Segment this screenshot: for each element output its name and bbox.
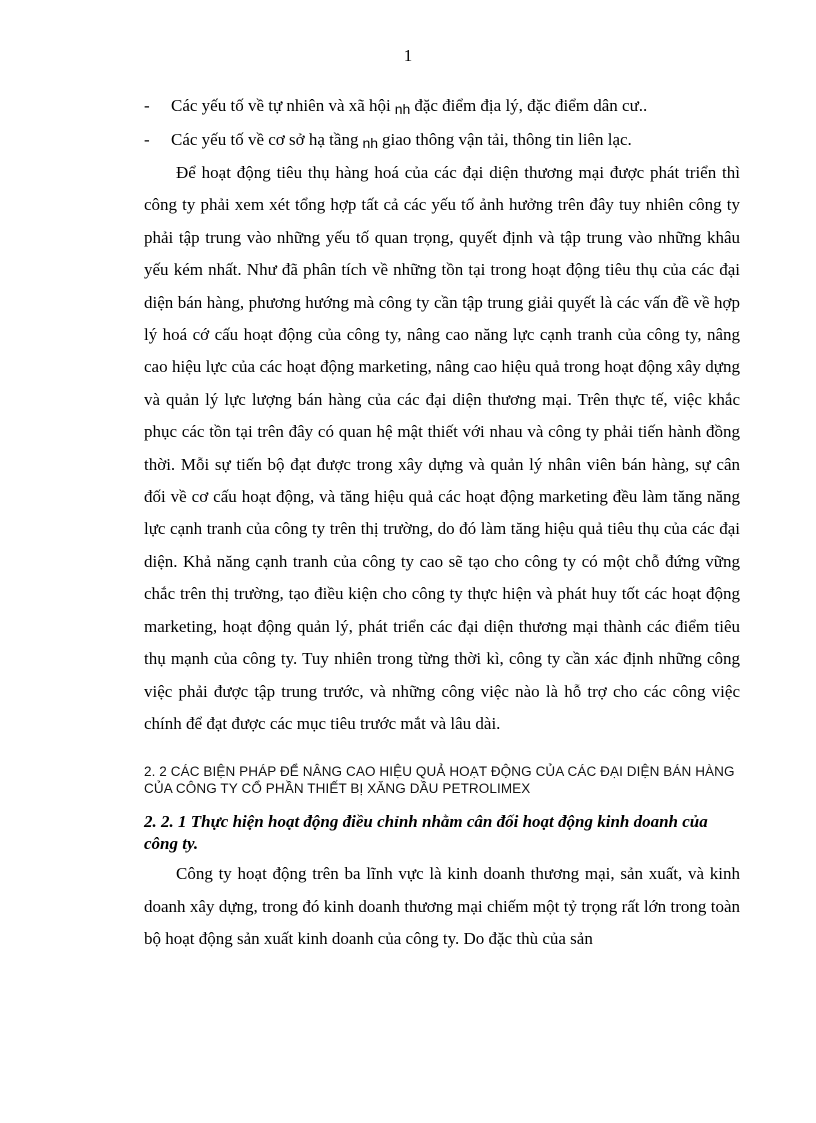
section-heading: 2. 2 CÁC BIỆN PHÁP ĐỂ NÂNG CAO HIỆU QUẢ HOẠT ĐỘNG CỦA CÁC ĐẠI DIỆN BÁN HÀNG CỦA CÔNG TY CỔ PHẦN THIẾT BỊ XĂNG DẦU PETROLIMEX bbox=[144, 764, 735, 797]
page-number: 1 bbox=[403, 46, 413, 65]
bullet-small-abbrev: nh bbox=[394, 101, 411, 117]
bullet-dash: - bbox=[144, 130, 150, 149]
bullet-dash: - bbox=[144, 96, 150, 115]
bullet-item-natural-social bbox=[144, 89, 740, 123]
page-content bbox=[144, 89, 740, 956]
bullet-text-after: giao thông vận tải, thông tin liên lạc. bbox=[382, 130, 632, 149]
bullet-text-before: Các yếu tố về cơ sở hạ tầng bbox=[171, 130, 359, 149]
sub-heading: 2. 2. 1 Thực hiện hoạt động điều chỉnh nhằm cân đối hoạt động kinh doanh của công ty. bbox=[144, 812, 708, 854]
bullet-text-before: Các yếu tố về tự nhiên và xã hội bbox=[171, 96, 391, 115]
bullet-item-infrastructure bbox=[144, 123, 740, 157]
body-paragraph-1: Để hoạt động tiêu thụ hàng hoá của các đại diện thương mại được phát triển thì công ty phải xem xét tổng hợp tất cả các yếu tố ảnh hưởng trên đây tuy nhiên công ty phải tập trung vào những yếu tố quan trọng, quyết định và tập trung vào những khâu yếu kém nhất. Như đã phân tích về những tồn tại trong hoạt động tiêu thụ của các đại diện bán hàng, phương hướng mà công ty cần tập trung giải quyết là các vấn đề về hợp lý hoá cớ cấu hoạt động của công ty, nâng cao năng lực cạnh tranh của công ty, nâng cao hiệu lực của các hoạt động marketing, nâng cao hiệu quả trong hoạt động xây dựng và quản lý lực lượng bán hàng của các đại diện thương mại. Trên thực tế, việc khắc phục các tồn tại trên đây có quan hệ mật thiết với nhau và công ty phải tiến hành đồng thời. Mỗi sự tiến bộ đạt được trong xây dựng và quản lý nhân viên bán hàng, sự cân đối về cơ cấu hoạt động, và tăng hiệu quả các hoạt động marketing đều làm tăng năng lực cạnh tranh của công ty trên thị trường, do đó làm tăng hiệu quả tiêu thụ của các đại diện. Khả năng cạnh tranh của công ty cao sẽ tạo cho công ty có một chỗ đứng vững chắc trên thị trường, tạo điều kiện cho công ty thực hiện và phát huy tốt các hoạt động marketing, hoạt động quản lý, phát triển các đại diện thương mại thành các điểm tiêu thụ mạnh của công ty. Tuy nhiên trong từng thời kì, công ty cần xác định những công việc phải được tập trung trước, và những công việc nào là hỗ trợ cho các công việc chính để đạt được các mục tiêu trước mắt và lâu dài. bbox=[144, 163, 740, 733]
body-paragraph-2: Công ty hoạt động trên ba lĩnh vực là kinh doanh thương mại, sản xuất, và kinh doanh xây dựng, trong đó kinh doanh thương mại chiếm một tỷ trọng rất lớn trong toàn bộ hoạt động sản xuất kinh doanh của công ty. Do đặc thù của sản bbox=[144, 864, 740, 949]
bullet-small-abbrev: nh bbox=[362, 135, 379, 151]
bullet-text-after: đặc điểm địa lý, đặc điểm dân cư.. bbox=[414, 96, 648, 115]
